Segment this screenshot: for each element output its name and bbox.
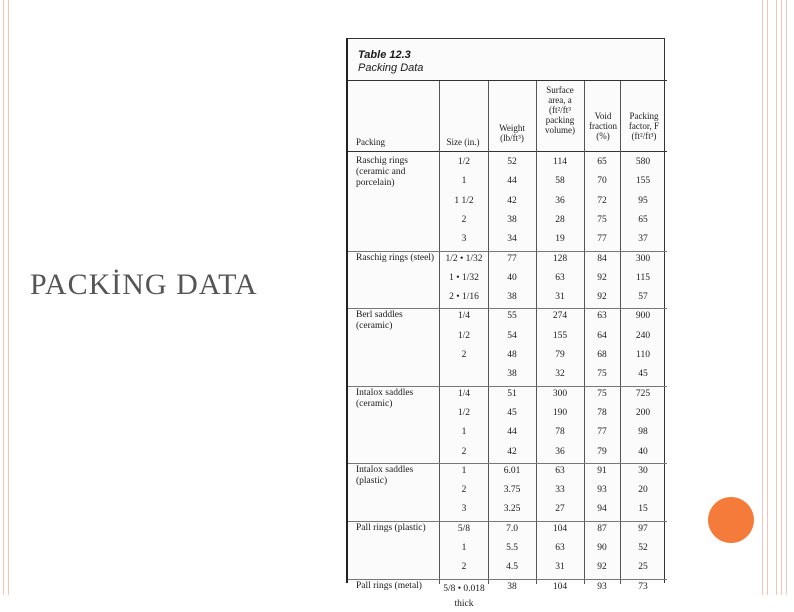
group-rule — [348, 251, 667, 252]
table-cell: 92 — [597, 292, 607, 303]
table-cell: 38 — [507, 581, 517, 592]
table-cell: 30 — [638, 465, 648, 476]
table-cell: 87 — [597, 523, 607, 534]
table-cell: 31 — [555, 292, 565, 303]
table-cell: 2 — [461, 350, 467, 360]
table-cell: 78 — [597, 407, 607, 418]
table-cell: 1/2 — [457, 407, 471, 418]
table-cell: 1 — [461, 465, 467, 476]
table-cell: 92 — [597, 272, 607, 283]
table-cell: 114 — [553, 157, 567, 167]
table-cell: 57 — [638, 292, 648, 303]
packing-name: Intalox saddles (plastic) — [356, 464, 414, 486]
table-cell: 75 — [597, 369, 607, 380]
table-cell: 580 — [635, 157, 651, 167]
right-border-decoration — [786, 0, 790, 595]
table-cell: 2 • 1/16 — [449, 292, 479, 303]
table-caption: Table 12.3 — [358, 49, 411, 61]
table-cell: 93 — [597, 581, 607, 592]
table-cell: 42 — [507, 195, 517, 206]
table-cell: 63 — [597, 311, 607, 322]
table-cell: 72 — [597, 195, 607, 206]
table-cell: 77 — [597, 234, 607, 245]
table-cell: 3.75 — [503, 485, 521, 496]
table-cell: 98 — [638, 427, 648, 438]
table-cell: 2 — [461, 485, 467, 496]
table-subcaption: Packing Data — [358, 62, 424, 74]
table-cell: 31 — [555, 562, 565, 573]
table-cell: 93 — [597, 485, 607, 496]
table-cell: 5.5 — [506, 543, 518, 553]
table-cell: 65 — [597, 157, 607, 167]
table-cell: 79 — [597, 446, 607, 457]
table-cell: 725 — [635, 388, 651, 399]
table-cell: 84 — [597, 253, 607, 264]
table-cell: 1 — [461, 176, 467, 187]
header-surface-area: Surface area, a (ft²/ft³ packing volume) — [545, 85, 575, 135]
table-cell: 36 — [555, 195, 565, 206]
table-cell: 1/2 — [457, 330, 471, 341]
packing-name: Pall rings (plastic) — [356, 522, 426, 533]
table-cell: 55 — [507, 311, 517, 322]
table-cell: 155 — [635, 176, 651, 187]
table-cell: 45 — [638, 369, 648, 380]
table-cell: 37 — [638, 234, 648, 245]
table-cell: 274 — [552, 311, 568, 322]
table-cell: 58 — [555, 176, 565, 187]
table-cell: 38 — [507, 369, 517, 380]
table-cell: 6.01 — [503, 465, 521, 476]
table-cell: 3.25 — [503, 504, 521, 515]
table-cell: 2 — [461, 446, 467, 457]
table-cell: 2 — [461, 214, 467, 225]
table-cell: 97 — [638, 523, 648, 534]
table-cell: 900 — [635, 311, 651, 322]
table-cell: 95 — [638, 195, 648, 206]
group-rule — [348, 308, 667, 309]
packing-name: Pall rings (metal) — [356, 580, 422, 591]
packing-data-table-image — [346, 38, 665, 609]
slide-title: PACKİNG DATA — [30, 268, 258, 301]
table-cell: 1/2 — [457, 157, 471, 167]
table-cell: 200 — [635, 407, 651, 418]
table-cell: 300 — [552, 388, 568, 399]
table-cell: 70 — [597, 176, 607, 187]
table-cell: 38 — [507, 292, 517, 303]
right-border-decoration — [776, 0, 782, 595]
table-cell: 44 — [507, 176, 517, 187]
table-cell: 40 — [507, 272, 517, 283]
table-cell: 1/4 — [457, 388, 471, 399]
table-cell: 3 — [461, 504, 467, 515]
table-cell: 4.5 — [506, 562, 518, 573]
table-cell: 1 • 1/32 — [449, 272, 479, 283]
table-cell: 1 1/2 — [454, 195, 474, 206]
table-cell: 54 — [507, 330, 517, 341]
group-rule — [348, 579, 667, 580]
table-cell: 65 — [638, 214, 648, 225]
header-size: Size (in.) — [446, 137, 480, 147]
table-cell: 110 — [636, 350, 650, 360]
table-cell: 33 — [555, 485, 565, 496]
table-cell: 2 — [461, 562, 467, 573]
table-cell: 44 — [507, 427, 517, 438]
table-cell: 45 — [507, 407, 517, 418]
table-cell: 77 — [507, 253, 517, 264]
table-cell: 32 — [555, 369, 565, 380]
table-cell: 25 — [638, 562, 648, 573]
group-rule — [348, 463, 667, 464]
table-cell: 3 — [461, 234, 467, 245]
table-cell: 28 — [555, 214, 565, 225]
orange-circle-decoration — [708, 497, 754, 543]
table-cell: 90 — [597, 543, 607, 553]
table-cell: 52 — [507, 157, 517, 167]
packing-name: Raschig rings (ceramic and porcelain) — [356, 156, 408, 188]
table-cell: 64 — [597, 330, 607, 341]
table-cell: 73 — [638, 581, 648, 592]
table-cell: 77 — [597, 427, 607, 438]
table-cell: 1/2 • 1/32 — [445, 253, 483, 264]
table-cell: 190 — [552, 407, 568, 418]
table-cell: 128 — [552, 253, 568, 264]
packing-name: Intalox saddles (ceramic) — [356, 387, 414, 409]
header-packing: Packing — [356, 137, 385, 147]
table-cell: 5/8 — [457, 523, 471, 534]
group-rule — [348, 386, 667, 387]
table-cell: 19 — [555, 234, 565, 245]
table-cell: 15 — [638, 504, 648, 515]
table-cell: 51 — [507, 388, 517, 399]
packing-name: Berl saddles (ceramic) — [356, 310, 403, 332]
header-weight: Weight (lb/ft³) — [499, 123, 525, 143]
table-cell: 34 — [507, 234, 517, 245]
group-rule — [348, 521, 667, 522]
table-cell: 1 — [461, 427, 467, 438]
table-cell: 52 — [638, 543, 648, 553]
table-cell: 115 — [636, 272, 650, 283]
table-cell: 42 — [507, 446, 517, 457]
table-cell: 63 — [555, 272, 565, 283]
table-cell: 27 — [555, 504, 565, 515]
right-border-decoration — [762, 0, 768, 595]
table-cell: 300 — [635, 253, 651, 264]
table-cell: 104 — [552, 581, 568, 592]
table-cell: 91 — [597, 465, 607, 476]
table-cell: 48 — [507, 350, 517, 360]
left-border-decoration — [3, 0, 9, 595]
table-cell: 155 — [552, 330, 568, 341]
table-cell: 104 — [552, 523, 568, 534]
table-cell: 1/4 — [457, 311, 471, 322]
table-cell: 75 — [597, 388, 607, 399]
table-cell: 20 — [638, 485, 648, 496]
table-cell: 92 — [597, 562, 607, 573]
header-packing-factor: Packing factor, F (ft²/ft³) — [628, 111, 660, 141]
table-cell: 240 — [635, 330, 651, 341]
table-cell: 79 — [555, 350, 565, 360]
table-cell: 63 — [555, 543, 565, 553]
table-cell: 63 — [555, 465, 565, 476]
table-cell: 68 — [597, 350, 607, 360]
table-cell: 5/8 • 0.018 thick — [443, 583, 485, 609]
table-cell: 38 — [507, 214, 517, 225]
table-cell: 7.0 — [506, 523, 518, 534]
table-cell: 1 — [461, 543, 467, 553]
table-cell: 40 — [638, 446, 648, 457]
table-cell: 78 — [555, 427, 565, 438]
table-cell: 75 — [597, 214, 607, 225]
packing-name: Raschig rings (steel) — [356, 252, 435, 263]
header-void-fraction: Void fraction (%) — [589, 111, 617, 141]
table-cell: 36 — [555, 446, 565, 457]
table-cell: 94 — [597, 504, 607, 515]
